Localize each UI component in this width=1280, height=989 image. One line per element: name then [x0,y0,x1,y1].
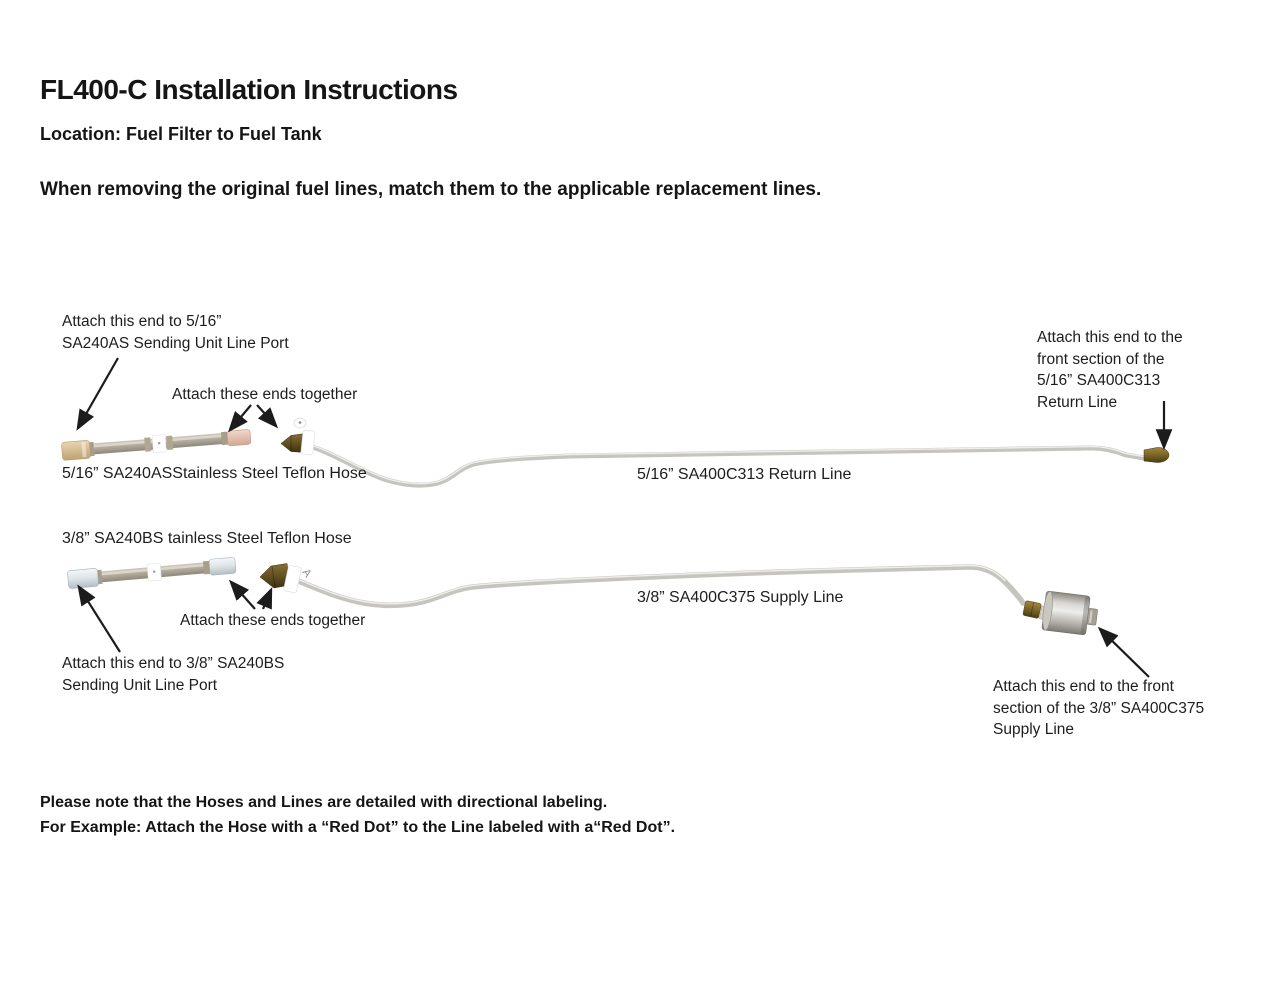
callout-line: Return Line [1037,393,1118,411]
instruction-text: When removing the original fuel lines, match them to the applicable replacement lines. [40,179,822,200]
callout-line: Attach this end to 5/16” [62,313,222,330]
callout-line: Supply Line [993,721,1075,738]
callout-line: Sending Unit Line Port [62,676,218,694]
callout-supply-sending-port [62,653,284,696]
callout-return-front-section [1037,327,1183,413]
hose-fitting-tan [61,440,90,460]
hose-fitting-silver [209,557,236,575]
return-line-rear-fitting [1144,447,1169,462]
callout-line: Attach this end to 3/8” SA240BS [62,655,285,672]
return-hose-label: 5/16” SA240ASStainless Steel Teflon Hose [62,465,367,482]
arrow-to-supply-hose-right-end [231,582,255,609]
hose-joint [144,437,151,451]
arrow-to-return-hose-right-end [230,405,251,430]
direction-tag-band [301,430,315,455]
note-line: Please note that the Hoses and Lines are detailed with directional labeling. [40,794,608,811]
return-line-label: 5/16” SA400C313 Return Line [637,466,852,483]
page-title: FL400-C Installation Instructions [40,74,458,105]
callout-line: Attach this end to the front [993,678,1174,695]
callout-line: SA240AS Sending Unit Line Port [62,334,289,352]
direction-tag-mark [299,421,302,424]
callout-line: Attach this end to the [1037,329,1183,346]
callout-return-join: Attach these ends together [172,386,358,403]
arrow-to-supply-hose-left-end [79,587,120,652]
callout-supply-front-section [993,676,1204,741]
supply-line-label: 3/8” SA400C375 Supply Line [637,589,844,606]
supply-hose-label: 3/8” SA240BS tainless Steel Teflon Hose [62,530,352,547]
callout-line: section of the 3/8” SA400C375 [993,699,1205,717]
callout-line: 5/16” SA400C313 [1037,372,1161,389]
callout-line: front section of the [1037,350,1165,368]
arrow-to-return-line-front-fitting [257,405,276,426]
callout-supply-join: Attach these ends together [180,612,366,629]
hose-joint [166,436,173,450]
note-line: For Example: Attach the Hose with a “Red Dot” to the Line labeled with a“Red Dot”. [40,819,676,836]
arrow-to-fuel-filter [1100,629,1149,677]
hose-fitting-silver [67,568,98,589]
return-teflon-hose [61,427,251,460]
hose-fitting-pink [227,429,251,446]
fuel-filter [1041,591,1099,636]
callout-return-sending-port [62,311,289,354]
directional-labeling-note [40,790,675,840]
direction-tag-letter: A [299,566,314,580]
supply-teflon-hose [67,556,236,589]
arrow-to-supply-line-front-fitting [263,590,271,609]
arrow-to-return-hose-left-end [78,358,118,428]
location-heading: Location: Fuel Filter to Fuel Tank [40,124,322,144]
